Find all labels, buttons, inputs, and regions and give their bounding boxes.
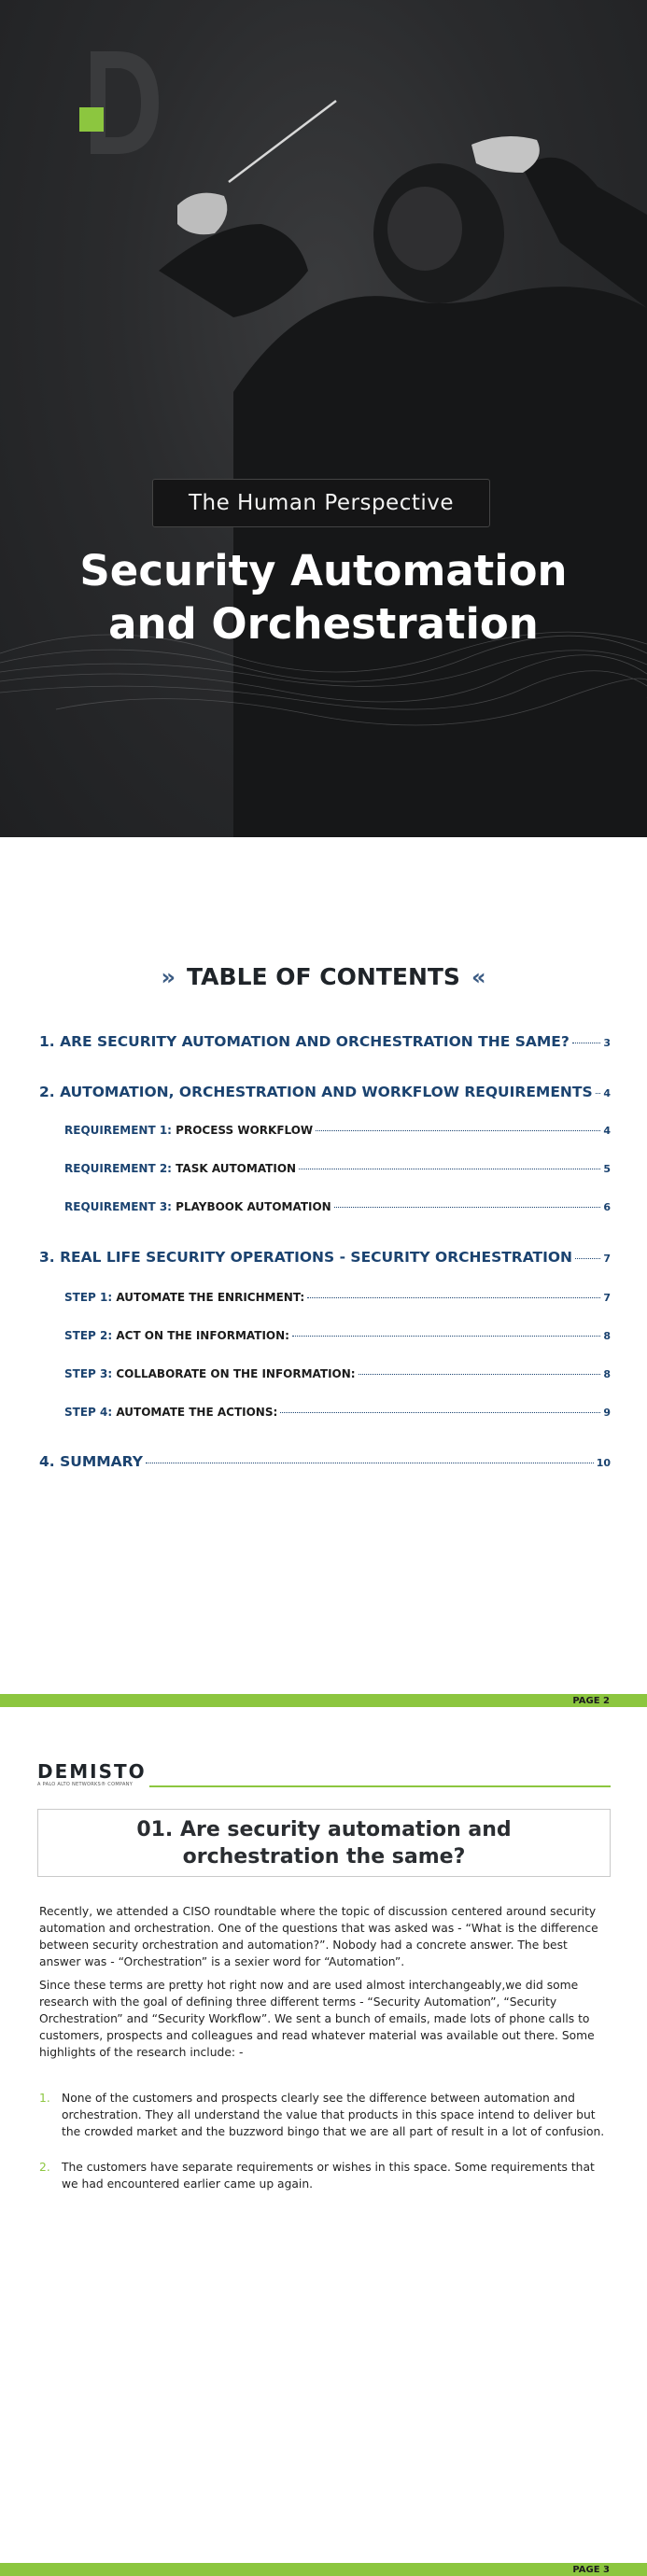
paragraph-1: Recently, we attended a CISO roundtable where the topic of discussion centered around security automation and orchestration. One of the questions that was asked was - “What is the difference between security orchestration and automation?”. Nobody had a concrete answer. The best answer was - “Orchestration” is a sexier word for “Automation”. [39,1905,598,1968]
toc-entry-1[interactable] [39,1033,611,1050]
brand-logo: DEMISTO [37,1760,147,1783]
toc-entry-requirement-2[interactable] [64,1162,611,1175]
toc-entry-prefix: REQUIREMENT 3: [64,1200,172,1213]
toc-entry-label: 4. SUMMARY [39,1453,143,1470]
section-title-box [37,1809,611,1877]
toc-leader-dots [575,1258,600,1259]
cover-subtitle: The Human Perspective [152,479,490,527]
toc-leader-dots [334,1207,601,1208]
toc-entry-label: PLAYBOOK AUTOMATION [176,1200,331,1213]
toc-page-number: 7 [603,1253,611,1265]
right-hand [471,136,540,173]
toc-page-number: 5 [603,1163,611,1175]
toc-heading-text: TABLE OF CONTENTS [187,963,460,990]
page-number: PAGE 3 [572,2564,610,2575]
toc-entry-prefix: STEP 4: [64,1406,113,1419]
cover-title-line-1: Security Automation [79,546,568,595]
toc-entry-step-1[interactable] [64,1291,611,1304]
toc-leader-dots [292,1336,600,1337]
brand-d-logo-icon [79,51,163,154]
toc-page-number: 7 [603,1292,611,1304]
toc-entry-3[interactable] [39,1249,611,1266]
double-chevron-right-icon: » [161,963,176,990]
toc-entry-prefix: REQUIREMENT 1: [64,1124,172,1137]
page-3-footer-bar [0,2563,647,2576]
toc-leader-dots [280,1412,600,1413]
toc-entry-4[interactable] [39,1453,611,1470]
toc-heading [0,963,647,990]
list-number: 2. [39,2161,50,2174]
toc-entry-prefix: REQUIREMENT 2: [64,1162,172,1175]
toc-entry-step-2[interactable] [64,1329,611,1342]
list-text: None of the customers and prospects clearly see the difference between automation and orchestration. They all understand the value that products in this space intend to deliver but the crowded market and the buzzword bingo that we are all part of result in a lot of confusion. [62,2092,605,2138]
left-hand [177,193,227,235]
baton [229,101,336,182]
toc-entry-prefix: STEP 2: [64,1329,113,1342]
toc-page-number: 6 [603,1201,611,1213]
toc-entry-label: AUTOMATE THE ACTIONS: [116,1406,278,1419]
toc-page-number: 10 [596,1457,611,1469]
header-rule [149,1785,611,1787]
cover-title [56,544,591,651]
toc-leader-dots [307,1297,600,1298]
toc-entry-label: 3. REAL LIFE SECURITY OPERATIONS - SECURITY ORCHESTRATION [39,1249,573,1266]
toc-page-number: 4 [603,1125,611,1137]
page-number: PAGE 2 [572,1695,610,1706]
cover-title-line-2: and Orchestration [108,599,539,649]
page-2-footer-bar [0,1694,647,1707]
toc-entry-label: AUTOMATE THE ENRICHMENT: [116,1291,305,1304]
list-text: The customers have separate requirements or wishes in this space. Some requirements that we had encountered earlier came up again. [62,2161,595,2191]
toc-page-number: 9 [603,1407,611,1419]
toc-entry-requirement-1[interactable] [64,1124,611,1137]
list-number: 1. [39,2092,50,2105]
toc-entry-label: COLLABORATE ON THE INFORMATION: [116,1367,356,1380]
toc-entry-label: ACT ON THE INFORMATION: [116,1329,289,1342]
toc-entry-2[interactable] [39,1084,611,1100]
toc-entry-prefix: STEP 3: [64,1367,113,1380]
toc-entry-label: 1. ARE SECURITY AUTOMATION AND ORCHESTRATION THE SAME? [39,1033,570,1050]
toc-leader-dots [359,1374,601,1375]
cover-page [0,0,647,837]
list-item-2 [39,2159,611,2192]
toc-page-number: 8 [603,1368,611,1380]
toc-entry-label: 2. AUTOMATION, ORCHESTRATION AND WORKFLOW REQUIREMENTS [39,1084,593,1100]
toc-leader-dots [596,1093,601,1094]
toc-page-number: 4 [603,1087,611,1099]
toc-page-number: 3 [603,1037,611,1049]
paragraph-2: Since these terms are pretty hot right now and are used almost interchangeably,we did some research with the goal of defining three different terms - “Security Automation”, “Security Orchestration” and “Security Workflow”. We sent a bunch of emails, made lots of phone calls to customers, prospects and colleagues and read whatever material was available out there. Some highlights of the research include: - [39,1979,595,2059]
section-title: 01. Are security automation and orchestration the same? [136,1817,512,1869]
double-chevron-left-icon: « [471,963,486,990]
toc-entry-step-3[interactable] [64,1367,611,1380]
toc-entry-label: PROCESS WORKFLOW [176,1124,314,1137]
brand-tagline: A PALO ALTO NETWORKS® COMPANY [37,1782,134,1787]
list-item-1 [39,2090,611,2140]
toc-entry-prefix: STEP 1: [64,1291,113,1304]
toc-page-number: 8 [603,1330,611,1342]
toc-entry-label: TASK AUTOMATION [176,1162,297,1175]
toc-entry-step-4[interactable] [64,1406,611,1419]
toc-entry-requirement-3[interactable] [64,1200,611,1213]
toc-leader-dots [316,1130,600,1131]
